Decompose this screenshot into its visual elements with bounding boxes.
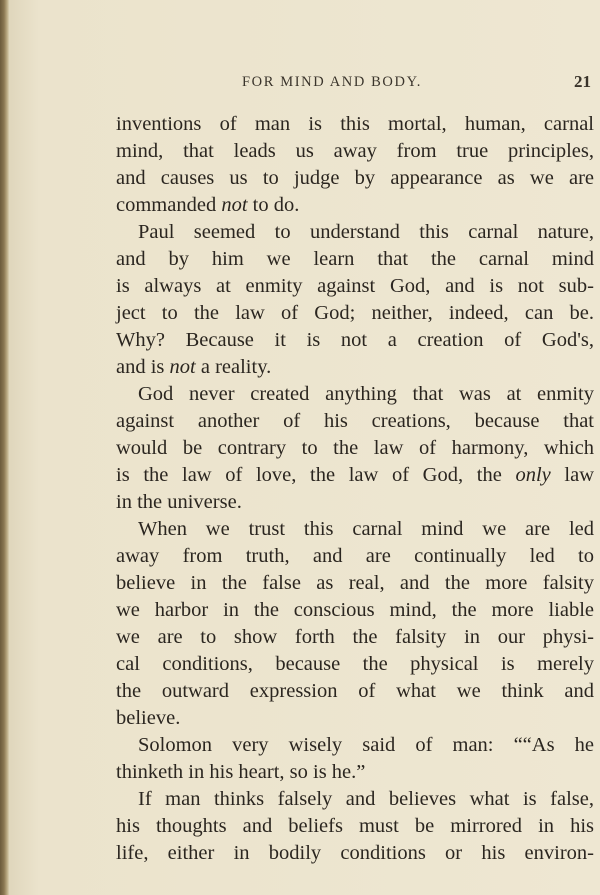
text-segment: commanded	[116, 194, 222, 216]
text-segment: and is	[116, 356, 170, 378]
text-line: we are to show forth the falsity in our physi-	[116, 626, 594, 648]
running-head: FOR MIND AND BODY.	[242, 74, 423, 90]
text-line: in the universe.	[116, 491, 242, 513]
text-line	[116, 354, 594, 381]
text-line: against another of his creations, because that	[116, 410, 594, 432]
italic-emphasis: only	[515, 464, 551, 486]
text-line: Why? Because it is not a creation of God's,	[116, 329, 594, 351]
text-segment: a reality.	[195, 356, 272, 378]
text-line: his thoughts and beliefs must be mirrored in his	[116, 815, 594, 837]
text-line: believe.	[116, 707, 181, 729]
text-segment: to do.	[247, 194, 300, 216]
text-line	[116, 462, 594, 489]
body-text	[116, 111, 594, 867]
text-line: is always at enmity against God, and is not sub-	[116, 275, 594, 297]
text-line: the outward expression of what we think and	[116, 680, 594, 702]
paragraph-first-line: Solomon very wisely said of man: ““As he	[138, 734, 594, 756]
text-line: would be contrary to the law of harmony, which	[116, 437, 594, 459]
text-line: life, either in bodily conditions or his environ-	[116, 842, 594, 864]
text-line: mind, that leads us away from true principles,	[116, 140, 594, 162]
italic-emphasis: not	[169, 356, 196, 378]
page-number: 21	[574, 72, 591, 91]
text-line: cal conditions, because the physical is merely	[116, 653, 594, 675]
italic-emphasis: not	[221, 194, 248, 216]
text-segment: law	[550, 464, 594, 486]
paragraph-first-line: When we trust this carnal mind we are led	[138, 518, 594, 540]
text-line: and causes us to judge by appearance as we are	[116, 167, 594, 189]
text-line: believe in the false as real, and the more falsity	[116, 572, 594, 594]
text-line: thinketh in his heart, so is he.”	[116, 761, 366, 783]
text-segment: is the law of love, the law of God, the	[116, 464, 516, 486]
paragraph-first-line: Paul seemed to understand this carnal nature,	[138, 221, 594, 243]
text-line: away from truth, and are continually led to	[116, 545, 594, 567]
text-line: and by him we learn that the carnal mind	[116, 248, 594, 270]
paragraph-first-line: God never created anything that was at enmity	[138, 383, 594, 405]
text-line	[116, 192, 594, 219]
text-line: inventions of man is this mortal, human, carnal	[116, 113, 594, 135]
paragraph-first-line: If man thinks falsely and believes what is false,	[138, 788, 594, 810]
text-line: we harbor in the conscious mind, the more liable	[116, 599, 594, 621]
text-line: ject to the law of God; neither, indeed, can be.	[116, 302, 594, 324]
book-spine-shadow	[0, 0, 9, 895]
